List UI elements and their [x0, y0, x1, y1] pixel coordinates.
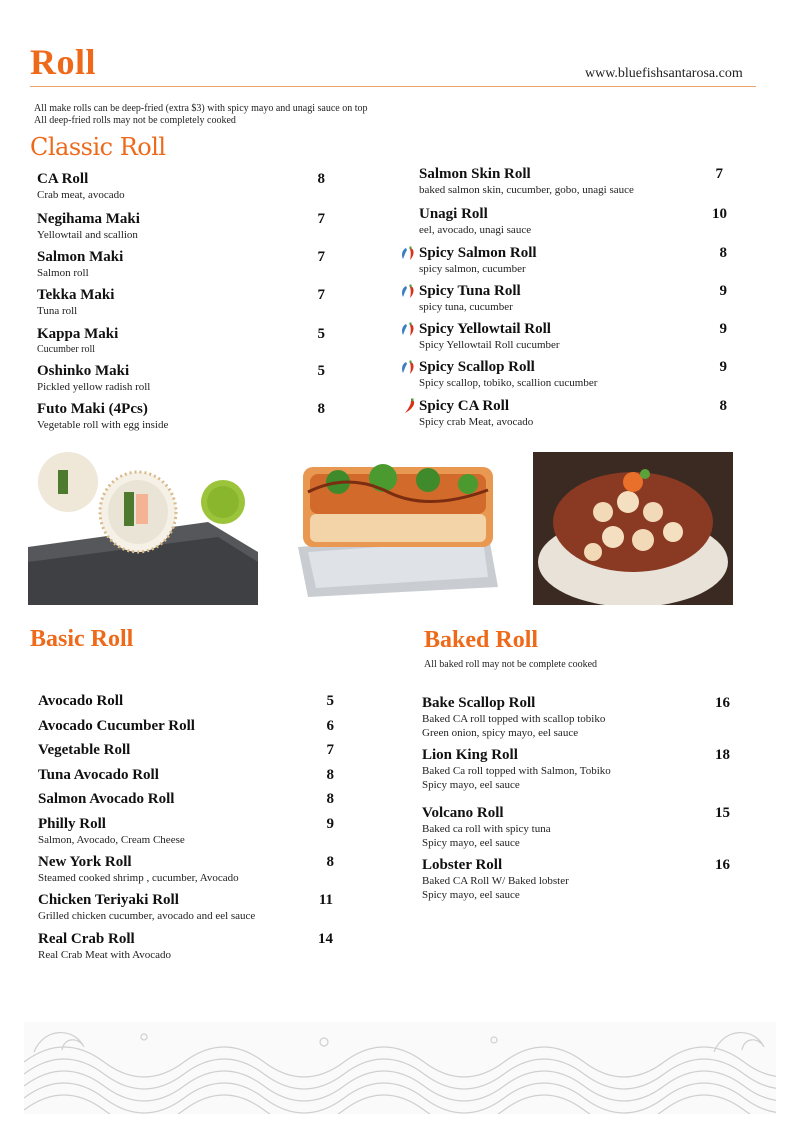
item-name: Spicy CA Roll	[419, 398, 510, 414]
item-price: 9	[719, 321, 727, 337]
menu-item	[37, 326, 118, 357]
item-name: Chicken Teriyaki Roll	[38, 892, 179, 908]
item-price: 18	[715, 747, 730, 763]
page-title: Roll	[30, 42, 97, 82]
item-desc: Spicy crab Meat, avocado	[419, 416, 534, 428]
item-name: Avocado Roll	[38, 693, 124, 709]
chili-pepper-icon	[401, 398, 419, 414]
item-price: 8	[317, 171, 325, 187]
blue-red-pepper-icon	[399, 322, 417, 338]
item-name: Tuna Avocado Roll	[38, 767, 159, 783]
website-url[interactable]: www.bluefishsantarosa.com	[585, 66, 743, 81]
item-name: Spicy Salmon Roll	[419, 245, 537, 261]
title-divider	[30, 86, 756, 87]
item-name: Avocado Cucumber Roll	[38, 718, 195, 734]
item-name: Lobster Roll	[422, 857, 503, 873]
item-desc: Spicy mayo, eel sauce	[422, 889, 520, 901]
menu-item	[422, 695, 605, 740]
menu-item	[38, 718, 195, 735]
item-price: 7	[715, 166, 723, 182]
item-price: 14	[318, 931, 333, 947]
item-price: 16	[715, 857, 730, 873]
menu-item	[419, 245, 537, 276]
item-name: Unagi Roll	[419, 206, 488, 222]
item-desc: Salmon roll	[37, 267, 89, 279]
menu-item	[38, 693, 123, 710]
menu-item	[419, 359, 597, 390]
menu-item	[422, 805, 551, 850]
item-price: 8	[719, 398, 727, 414]
menu-item	[38, 791, 174, 808]
item-desc: Spicy Yellowtail Roll cucumber	[419, 339, 560, 351]
note-line: All deep-fried rolls may not be completely cooked	[34, 115, 236, 126]
ca-roll-photo	[28, 452, 258, 605]
item-price: 11	[318, 892, 333, 908]
menu-item	[419, 398, 533, 429]
baked-roll-title: Baked Roll	[424, 627, 539, 653]
note-line: All make rolls can be deep-fried (extra $3) with spicy mayo and unagi sauce on top	[34, 103, 368, 114]
baked-roll-photo	[288, 452, 504, 599]
item-desc: baked salmon skin, cucumber, gobo, unagi sauce	[419, 184, 634, 196]
blue-red-pepper-icon	[399, 284, 417, 300]
item-name: Philly Roll	[38, 816, 106, 832]
baked-roll-note: All baked roll may not be complete cooked	[424, 659, 598, 670]
item-desc: Spicy mayo, eel sauce	[422, 779, 520, 791]
item-name: Spicy Scallop Roll	[419, 359, 535, 375]
item-price: 7	[317, 287, 325, 303]
menu-item	[419, 321, 560, 352]
menu-item	[422, 857, 569, 902]
item-price: 8	[719, 245, 727, 261]
item-price: 7	[317, 211, 325, 227]
item-price: 9	[326, 816, 334, 832]
item-desc: Spicy mayo, eel sauce	[422, 837, 520, 849]
scallop-roll-photo	[533, 452, 733, 605]
item-name: New York Roll	[38, 854, 132, 870]
item-price: 8	[326, 791, 334, 807]
item-price: 7	[326, 742, 334, 758]
menu-item	[419, 206, 531, 237]
item-name: CA Roll	[37, 171, 89, 187]
blue-red-pepper-icon	[399, 360, 417, 376]
menu-item	[38, 892, 255, 923]
item-desc: Crab meat, avocado	[37, 189, 125, 201]
item-desc: Spicy scallop, tobiko, scallion cucumber	[419, 377, 598, 389]
item-desc: Grilled chicken cucumber, avocado and eel sauce	[38, 910, 256, 922]
menu-item	[38, 767, 159, 784]
item-price: 8	[326, 854, 334, 870]
item-desc: Baked Ca roll topped with Salmon, Tobiko	[422, 765, 611, 777]
item-name: Salmon Skin Roll	[419, 166, 531, 182]
item-name: Oshinko Maki	[37, 363, 130, 379]
item-price: 8	[317, 401, 325, 417]
menu-item	[37, 211, 140, 242]
item-desc: Baked CA Roll W/ Baked lobster	[422, 875, 569, 887]
menu-item	[38, 816, 185, 847]
item-name: Bake Scallop Roll	[422, 695, 536, 711]
item-price: 9	[719, 283, 727, 299]
menu-item	[37, 363, 150, 394]
item-price: 5	[326, 693, 334, 709]
item-name: Spicy Tuna Roll	[419, 283, 521, 299]
item-name: Vegetable Roll	[38, 742, 131, 758]
blue-red-pepper-icon	[399, 246, 417, 262]
item-name: Kappa Maki	[37, 326, 119, 342]
menu-item	[37, 171, 125, 202]
item-name: Lion King Roll	[422, 747, 518, 763]
item-price: 5	[317, 326, 325, 342]
item-name: Negihama Maki	[37, 211, 140, 227]
item-name: Salmon Avocado Roll	[38, 791, 175, 807]
item-name: Volcano Roll	[422, 805, 504, 821]
classic-roll-title: Classic Roll	[30, 133, 166, 161]
item-price: 5	[317, 363, 325, 379]
menu-item	[37, 287, 114, 318]
menu-item	[38, 854, 239, 885]
item-desc: Pickled yellow radish roll	[37, 381, 151, 393]
item-price: 10	[712, 206, 727, 222]
menu-item	[37, 401, 168, 432]
item-price: 9	[719, 359, 727, 375]
item-desc: Cucumber roll	[37, 344, 96, 355]
menu-notes	[34, 103, 368, 127]
item-name: Futo Maki (4Pcs)	[37, 401, 148, 417]
item-desc: Steamed cooked shrimp , cucumber, Avocado	[38, 872, 239, 884]
item-price: 15	[715, 805, 730, 821]
item-desc: Yellowtail and scallion	[37, 229, 138, 241]
item-desc: Baked ca roll with spicy tuna	[422, 823, 551, 835]
item-desc: Real Crab Meat with Avocado	[38, 949, 171, 961]
item-price: 7	[317, 249, 325, 265]
item-name: Salmon Maki	[37, 249, 124, 265]
item-desc: Salmon, Avocado, Cream Cheese	[38, 834, 185, 846]
menu-item	[419, 283, 521, 314]
menu-item	[419, 166, 634, 197]
item-desc: eel, avocado, unagi sauce	[419, 224, 532, 236]
basic-roll-title: Basic Roll	[30, 626, 134, 652]
item-price: 16	[715, 695, 730, 711]
item-name: Spicy Yellowtail Roll	[419, 321, 551, 337]
item-price: 6	[326, 718, 334, 734]
item-desc: Green onion, spicy mayo, eel sauce	[422, 727, 579, 739]
wave-pattern-footer	[24, 1022, 776, 1114]
item-desc: spicy tuna, cucumber	[419, 301, 513, 313]
menu-item	[38, 742, 130, 759]
item-price: 8	[326, 767, 334, 783]
item-desc: Vegetable roll with egg inside	[37, 419, 169, 431]
menu-item	[37, 249, 123, 280]
menu-item	[38, 931, 171, 962]
item-desc: Baked CA roll topped with scallop tobiko	[422, 713, 606, 725]
item-desc: Tuna roll	[37, 305, 78, 317]
item-name: Real Crab Roll	[38, 931, 135, 947]
item-desc: spicy salmon, cucumber	[419, 263, 526, 275]
menu-item	[422, 747, 611, 792]
item-name: Tekka Maki	[37, 287, 115, 303]
